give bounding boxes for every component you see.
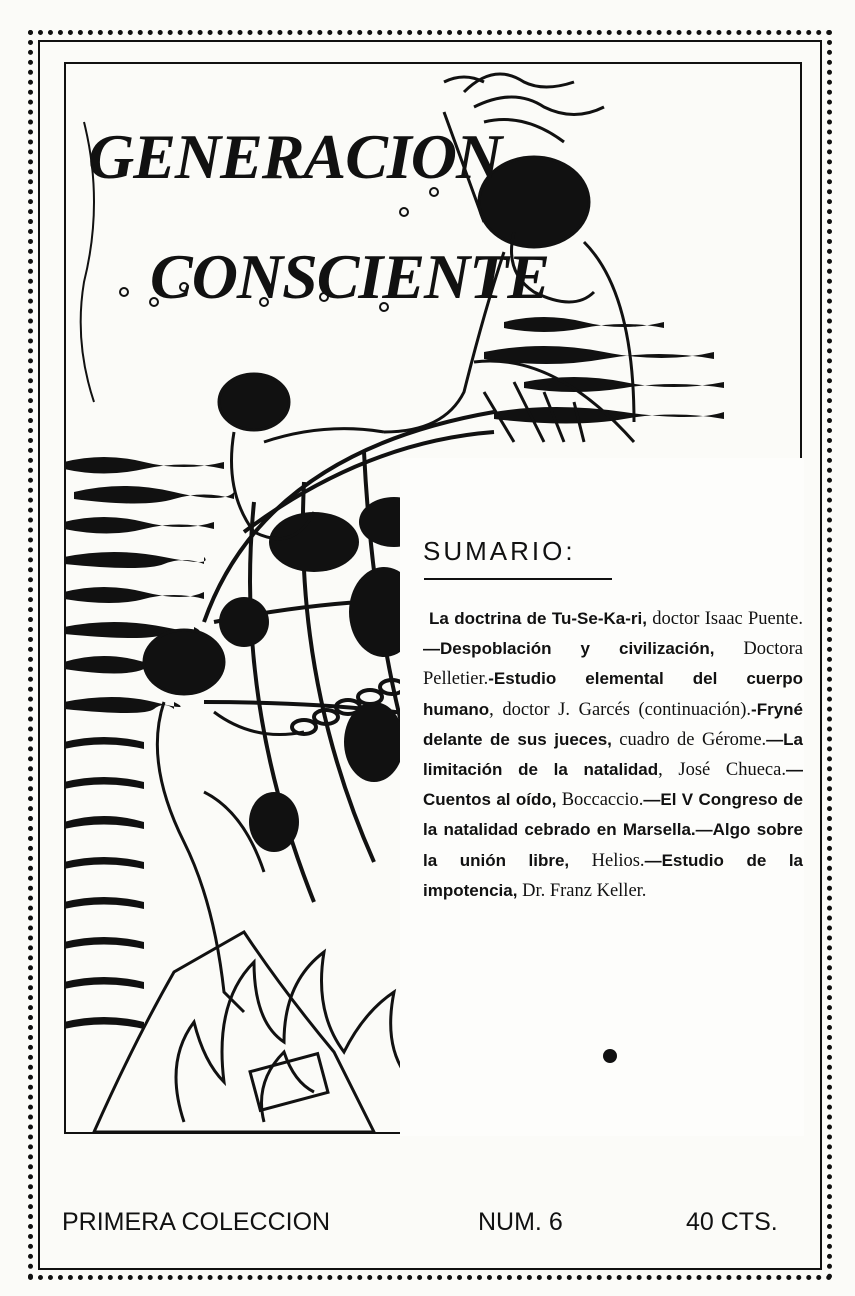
- summary-entry-title: —El V Congreso de la natalidad cebrado en Marsella.: [423, 790, 803, 840]
- summary-entry-title: —La limitación de la natalidad: [423, 729, 803, 780]
- summary-entry-author: cuadro de Gérome.: [611, 729, 767, 750]
- bullet-dot: [603, 1049, 617, 1063]
- summary-contents: [423, 604, 803, 906]
- summary-entry-title: -Estudio elemental del cuerpo humano: [423, 669, 803, 719]
- summary-entry-author: Doctora Pelletier.: [423, 639, 803, 690]
- footer-collection: PRIMERA COLECCION: [62, 1208, 331, 1236]
- summary-entry-author: Boccaccio.: [556, 790, 644, 811]
- footer-number: NUM. 6: [478, 1208, 563, 1236]
- summary-entry-title: —Estudio de la impotencia,: [423, 850, 804, 900]
- masthead-line-2: CONSCIENTE: [150, 241, 549, 312]
- summary-entry-author: Helios.: [569, 850, 645, 871]
- masthead-line-1: GENERACION: [88, 121, 502, 192]
- summary-rule: [424, 578, 612, 580]
- summary-entry-title: —Algo sobre la unión libre,: [423, 820, 803, 870]
- summary-entry-author: doctor Isaac Puente.: [646, 609, 803, 629]
- summary-entry-title: —Despoblación y civilización,: [423, 639, 715, 659]
- summary-heading: SUMARIO:: [423, 536, 576, 566]
- summary-entry-author: , doctor J. Garcés (continuación).: [489, 699, 752, 720]
- fire-flames: [176, 952, 404, 1122]
- summary-entry-title: -Fryné delante de sus jueces,: [423, 699, 803, 749]
- summary-entry-title: — Cuentos al oído,: [423, 760, 803, 810]
- summary-entry-author: Dr. Franz Keller.: [517, 880, 647, 901]
- footer-price: 40 CTS.: [686, 1208, 778, 1236]
- summary-entry-title: La doctrina de Tu-Se-Ka-ri,: [429, 609, 647, 628]
- summary-entry-author: , José Chueca.: [658, 760, 786, 781]
